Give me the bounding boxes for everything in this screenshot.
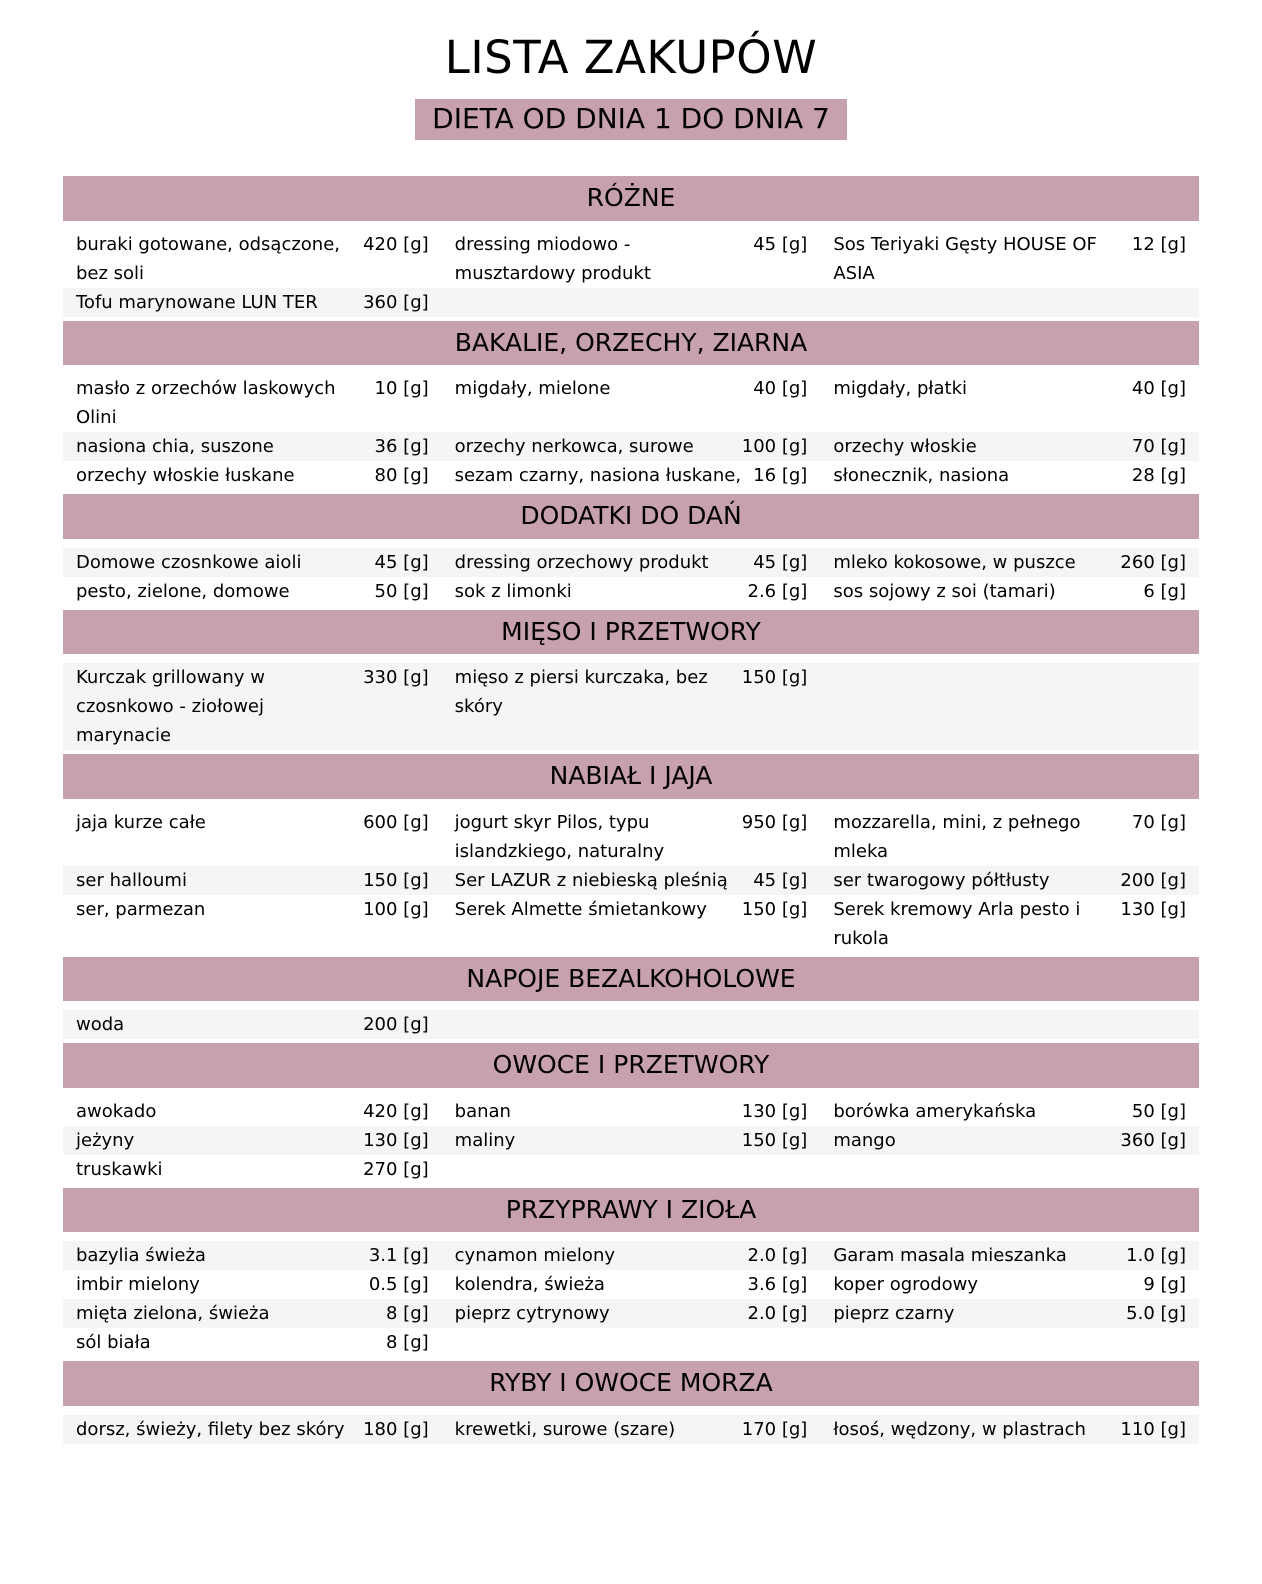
item-name: Ser LAZUR z niebieską pleśnią (454, 869, 728, 891)
section-rows (63, 1010, 1199, 1039)
item-quantity: 180 [g] (363, 1418, 429, 1440)
item-quantity: 45 [g] (374, 551, 429, 573)
item-quantity: 130 [g] (1120, 898, 1186, 920)
list-item (76, 1097, 429, 1126)
list-item (833, 1126, 1186, 1155)
section-rows (63, 808, 1199, 953)
section-mieso-i-przetwory (63, 610, 1199, 751)
item-name: ser halloumi (76, 869, 187, 891)
item-quantity: 3.1 [g] (368, 1245, 429, 1267)
list-item (455, 1126, 808, 1155)
table-row (63, 577, 1199, 606)
item-name: bazylia świeża (76, 1245, 206, 1267)
table-row (63, 374, 1199, 432)
item-name: łosoś, wędzony, w plastrach (833, 1418, 1086, 1440)
page-subtitle: DIETA OD DNIA 1 DO DNIA 7 (415, 99, 847, 140)
item-quantity: 45 [g] (753, 869, 808, 891)
page-root (63, 0, 1199, 1444)
item-quantity: 28 [g] (1131, 465, 1186, 487)
item-quantity: 0.5 [g] (368, 1274, 429, 1296)
section-ryby-i-owoce-morza (63, 1361, 1199, 1444)
section-header: NABIAŁ I JAJA (63, 754, 1199, 799)
list-item (76, 1155, 429, 1184)
item-name: Serek Almette śmietankowy (454, 898, 707, 920)
item-name: ser twarogowy półtłusty (833, 869, 1050, 891)
table-row (63, 432, 1199, 461)
item-name: sezam czarny, nasiona łuskane, (454, 465, 742, 487)
list-item (455, 230, 808, 288)
item-name: jeżyny (76, 1129, 135, 1151)
item-name: Tofu marynowane LUN TER (76, 291, 318, 313)
item-name: woda (76, 1014, 125, 1036)
item-name: borówka amerykańska (833, 1100, 1037, 1122)
section-rows (63, 663, 1199, 750)
table-row (63, 230, 1199, 288)
list-item (455, 1097, 808, 1126)
list-item (76, 432, 429, 461)
item-quantity: 70 [g] (1131, 436, 1186, 458)
item-name: pieprz czarny (833, 1303, 955, 1325)
item-quantity: 2.0 [g] (747, 1303, 808, 1325)
list-item (833, 1241, 1186, 1270)
item-quantity: 150 [g] (741, 667, 808, 689)
item-quantity: 420 [g] (363, 1100, 429, 1122)
list-item (76, 374, 429, 432)
item-quantity: 150 [g] (741, 898, 808, 920)
item-name: pieprz cytrynowy (454, 1303, 610, 1325)
table-row (63, 808, 1199, 866)
item-name: pesto, zielone, domowe (76, 580, 290, 602)
item-name: migdały, płatki (833, 378, 968, 400)
section-header: NAPOJE BEZALKOHOLOWE (63, 957, 1199, 1002)
list-item (76, 548, 429, 577)
list-item (455, 663, 808, 750)
subtitle-wrap (63, 99, 1199, 140)
item-quantity: 12 [g] (1131, 233, 1186, 255)
item-quantity: 420 [g] (363, 233, 429, 255)
item-name: Kurczak grillowany w czosnkowo - ziołowej marynacie (76, 667, 265, 747)
item-name: mango (833, 1129, 896, 1151)
item-quantity: 8 [g] (386, 1303, 429, 1325)
list-item (833, 461, 1186, 490)
list-item (76, 1126, 429, 1155)
item-name: migdały, mielone (454, 378, 611, 400)
item-quantity: 36 [g] (374, 436, 429, 458)
item-quantity: 2.0 [g] (747, 1245, 808, 1267)
item-quantity: 110 [g] (1120, 1418, 1186, 1440)
list-item (833, 432, 1186, 461)
item-quantity: 270 [g] (363, 1158, 429, 1180)
list-item (76, 866, 429, 895)
list-item (455, 432, 808, 461)
section-przyprawy-i-ziola (63, 1188, 1199, 1358)
list-item (455, 461, 808, 490)
item-quantity: 80 [g] (374, 465, 429, 487)
list-item (833, 1270, 1186, 1299)
section-header: MIĘSO I PRZETWORY (63, 610, 1199, 655)
item-quantity: 360 [g] (1120, 1129, 1186, 1151)
item-name: dressing orzechowy produkt (454, 551, 709, 573)
list-item (833, 1415, 1186, 1444)
list-item (76, 1241, 429, 1270)
list-item (455, 374, 808, 432)
list-item (76, 808, 429, 866)
table-row (63, 1299, 1199, 1328)
table-row (63, 663, 1199, 750)
item-name: sok z limonki (454, 580, 572, 602)
item-quantity: 45 [g] (753, 233, 808, 255)
item-name: mięso z piersi kurczaka, bez skóry (454, 667, 708, 718)
section-owoce-i-przetwory (63, 1043, 1199, 1184)
section-nabial-i-jaja (63, 754, 1199, 953)
section-rows (63, 548, 1199, 606)
item-name: truskawki (76, 1158, 163, 1180)
item-name: Garam masala mieszanka (833, 1245, 1067, 1267)
list-item (833, 374, 1186, 432)
item-name: orzechy włoskie (833, 436, 977, 458)
table-row (63, 288, 1199, 317)
item-quantity: 260 [g] (1120, 551, 1186, 573)
item-quantity: 40 [g] (1131, 378, 1186, 400)
item-quantity: 70 [g] (1131, 811, 1186, 833)
list-item (833, 808, 1186, 866)
list-item (76, 1270, 429, 1299)
item-name: Serek kremowy Arla pesto i rukola (833, 898, 1081, 949)
list-item (455, 1241, 808, 1270)
item-name: sól biała (76, 1332, 151, 1354)
item-name: mozzarella, mini, z pełnego mleka (833, 811, 1081, 862)
item-quantity: 5.0 [g] (1126, 1303, 1186, 1325)
list-item (76, 1328, 429, 1357)
list-item (833, 866, 1186, 895)
item-name: dorsz, świeży, filety bez skóry (76, 1418, 345, 1440)
item-quantity: 150 [g] (363, 869, 429, 891)
item-name: sos sojowy z soi (tamari) (833, 580, 1056, 602)
list-item (76, 1415, 429, 1444)
item-quantity: 200 [g] (363, 1014, 429, 1036)
table-row (63, 548, 1199, 577)
table-row (63, 461, 1199, 490)
item-quantity: 45 [g] (753, 551, 808, 573)
list-item (455, 1415, 808, 1444)
item-quantity: 130 [g] (363, 1129, 429, 1151)
item-name: orzechy włoskie łuskane (76, 465, 295, 487)
item-name: maliny (454, 1129, 516, 1151)
item-name: kolendra, świeża (454, 1274, 605, 1296)
list-item (455, 1299, 808, 1328)
item-name: cynamon mielony (454, 1245, 616, 1267)
table-row (63, 1097, 1199, 1126)
item-quantity: 950 [g] (741, 811, 808, 833)
item-name: krewetki, surowe (szare) (454, 1418, 676, 1440)
list-item (76, 1299, 429, 1328)
list-item (76, 663, 429, 750)
item-quantity: 360 [g] (363, 291, 429, 313)
item-quantity: 100 [g] (741, 436, 808, 458)
list-item (833, 1299, 1186, 1328)
section-rows (63, 230, 1199, 317)
table-row (63, 866, 1199, 895)
list-item (455, 866, 808, 895)
item-quantity: 330 [g] (363, 667, 429, 689)
item-name: banan (454, 1100, 511, 1122)
item-name: dressing miodowo - musztardowy produkt (454, 233, 651, 284)
item-quantity: 50 [g] (1131, 1100, 1186, 1122)
item-quantity: 130 [g] (741, 1100, 808, 1122)
section-header: RÓŻNE (63, 176, 1199, 221)
item-quantity: 6 [g] (1143, 580, 1186, 602)
table-row (63, 1415, 1199, 1444)
item-name: buraki gotowane, odsączone, bez soli (76, 233, 341, 284)
item-name: koper ogrodowy (833, 1274, 979, 1296)
table-row (63, 1010, 1199, 1039)
item-quantity: 150 [g] (741, 1129, 808, 1151)
table-row (63, 1328, 1199, 1357)
item-quantity: 8 [g] (386, 1332, 429, 1354)
item-name: nasiona chia, suszone (76, 436, 274, 458)
table-row (63, 895, 1199, 953)
section-header: BAKALIE, ORZECHY, ZIARNA (63, 321, 1199, 366)
section-rozne (63, 176, 1199, 317)
item-quantity: 16 [g] (753, 465, 808, 487)
item-quantity: 3.6 [g] (747, 1274, 808, 1296)
list-item (76, 230, 429, 288)
list-item (76, 461, 429, 490)
section-header: DODATKI DO DAŃ (63, 494, 1199, 539)
section-header: RYBY I OWOCE MORZA (63, 1361, 1199, 1406)
list-item (833, 577, 1186, 606)
item-name: orzechy nerkowca, surowe (454, 436, 694, 458)
item-quantity: 40 [g] (753, 378, 808, 400)
section-napoje-bezalkoholowe (63, 957, 1199, 1040)
list-item (455, 548, 808, 577)
item-quantity: 200 [g] (1120, 869, 1186, 891)
item-name: jaja kurze całe (76, 811, 206, 833)
page-title: LISTA ZAKUPÓW (444, 31, 818, 84)
section-rows (63, 374, 1199, 490)
shopping-list (63, 176, 1199, 1444)
table-row (63, 1241, 1199, 1270)
item-name: awokado (76, 1100, 157, 1122)
item-name: jogurt skyr Pilos, typu islandzkiego, naturalny (454, 811, 665, 862)
item-quantity: 170 [g] (741, 1418, 808, 1440)
list-item (76, 1010, 429, 1039)
list-item (455, 1270, 808, 1299)
section-header: OWOCE I PRZETWORY (63, 1043, 1199, 1088)
item-quantity: 10 [g] (374, 378, 429, 400)
table-row (63, 1270, 1199, 1299)
section-dodatki-do-dan (63, 494, 1199, 606)
item-quantity: 100 [g] (363, 898, 429, 920)
list-item (833, 230, 1186, 288)
list-item (76, 577, 429, 606)
item-name: Sos Teriyaki Gęsty HOUSE OF ASIA (833, 233, 1097, 284)
item-quantity: 2.6 [g] (747, 580, 808, 602)
section-rows (63, 1415, 1199, 1444)
list-item (833, 1097, 1186, 1126)
list-item (833, 895, 1186, 953)
item-quantity: 50 [g] (374, 580, 429, 602)
list-item (76, 288, 429, 317)
item-quantity: 1.0 [g] (1126, 1245, 1186, 1267)
item-name: słonecznik, nasiona (833, 465, 1010, 487)
item-name: mięta zielona, świeża (76, 1303, 270, 1325)
table-row (63, 1155, 1199, 1184)
item-name: imbir mielony (76, 1274, 200, 1296)
table-row (63, 1126, 1199, 1155)
item-name: ser, parmezan (76, 898, 206, 920)
item-name: masło z orzechów laskowych Olini (76, 378, 336, 429)
list-item (833, 548, 1186, 577)
item-name: mleko kokosowe, w puszce (833, 551, 1076, 573)
section-rows (63, 1097, 1199, 1184)
item-quantity: 9 [g] (1143, 1274, 1186, 1296)
list-item (455, 577, 808, 606)
list-item (76, 895, 429, 953)
item-name: Domowe czosnkowe aioli (76, 551, 302, 573)
list-item (455, 808, 808, 866)
section-rows (63, 1241, 1199, 1357)
list-item (455, 895, 808, 953)
item-quantity: 600 [g] (363, 811, 429, 833)
section-bakalie-orzechy-ziarna (63, 321, 1199, 491)
section-header: PRZYPRAWY I ZIOŁA (63, 1188, 1199, 1233)
